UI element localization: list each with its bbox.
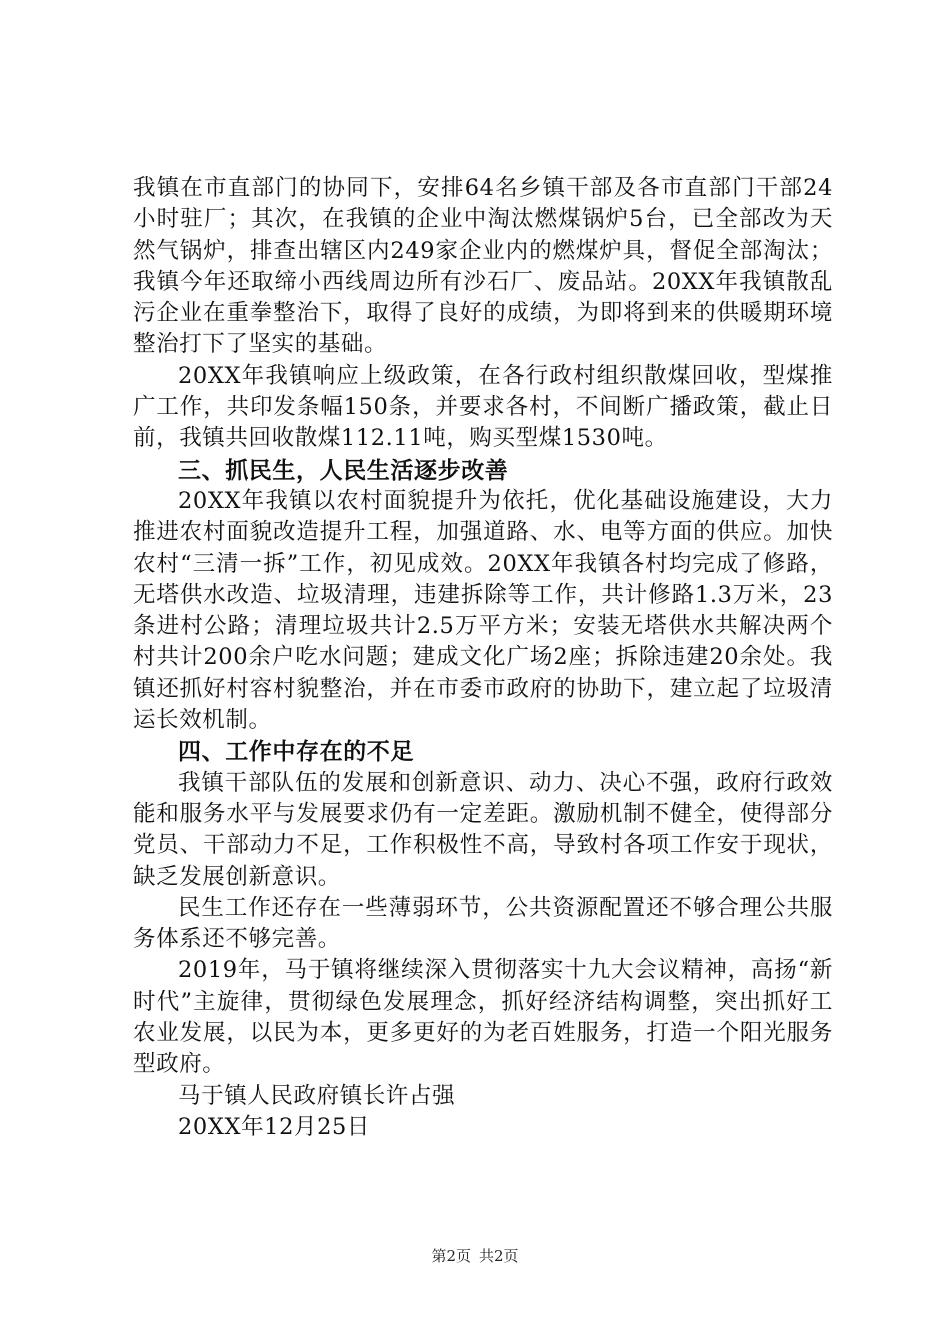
page-footer bbox=[0, 1245, 950, 1266]
paragraph-rural-improvement: 20XX年我镇以农村面貌提升为依托，优化基础设施建设，大力推进农村面貌改造提升工程，加强道路、水、电等方面的供应。加快农村“三清一拆”工作，初见成效。20XX年我镇各村均完成了修路，无塔供水改造、垃圾清理，违建拆除等工作，共计修路1.3万米，23条进村公路；清理垃圾共计2.5万平方米；安装无塔供水共解决两个村共计200余户吃水问题；建成文化广场2座；拆除违建20余处。我镇还抓好村容村貌整治，并在市委市政府的协助下，建立起了垃圾清运长效机制。 bbox=[133, 487, 833, 734]
signature-line: 马于镇人民政府镇长许占强 bbox=[178, 1082, 456, 1109]
date-line: 20XX年12月25日 bbox=[178, 1113, 371, 1140]
paragraph-public-services: 民生工作还存在一些薄弱环节，公共资源配置还不够合理公共服务体系还不够完善。 bbox=[133, 894, 833, 953]
document-body bbox=[133, 173, 833, 1143]
section-heading-shortcomings: 四、工作中存在的不足 bbox=[178, 738, 414, 766]
paragraph-cadre-issues: 我镇干部队伍的发展和创新意识、动力、决心不强，政府行政效能和服务水平与发展要求仍有一定差距。激励机制不健全，使得部分党员、干部动力不足，工作积极性不高，导致村各项工作安于现状，缺乏发展创新意识。 bbox=[133, 769, 833, 890]
paragraph-2019-plan: 2019年，马于镇将继续深入贯彻落实十九大会议精神，高扬“新时代”主旋律，贯彻绿色发展理念，抓好经济结构调整，突出抓好工农业发展，以民为本，更多更好的为老百姓服务，打造一个阳光服务型政府。 bbox=[133, 957, 833, 1078]
paragraph-pollution-enterprises: 我镇在市直部门的协同下，安排64名乡镇干部及各市直部门干部24小时驻厂；其次，在我镇的企业中淘汰燃煤锅炉5台，已全部改为天然气锅炉，排查出辖区内249家企业内的燃煤炉具，督促全部淘汰；我镇今年还取缔小西线周边所有沙石厂、废品站。20XX年我镇散乱污企业在重拳整治下，取得了良好的成绩，为即将到来的供暖期环境整治打下了坚实的基础。 bbox=[133, 175, 833, 358]
section-heading-livelihood: 三、抓民生，人民生活逐步改善 bbox=[178, 456, 509, 484]
paragraph-coal-recycling: 20XX年我镇响应上级政策，在各行政村组织散煤回收，型煤推广工作，共印发条幅150条，并要求各村，不间断广播政策，截止日前，我镇共回收散煤112.11吨，购买型煤1530吨。 bbox=[133, 362, 833, 452]
page-number-total: 共2页 bbox=[479, 1247, 519, 1265]
page-number-current: 第2页 bbox=[431, 1247, 471, 1265]
